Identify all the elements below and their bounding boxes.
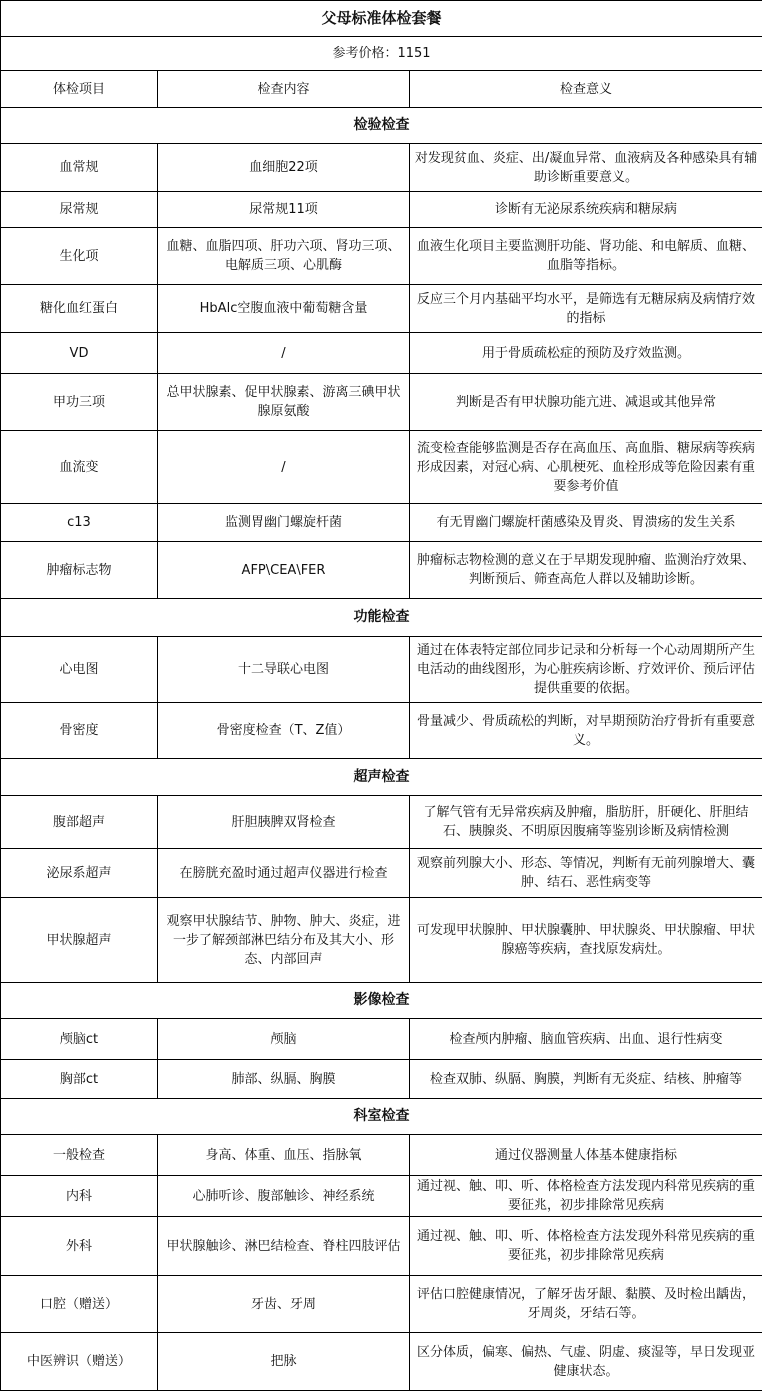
check-content: 观察甲状腺结节、肿物、肿大、炎症，进一步了解颈部淋巴结分布及其大小、形态、内部回声 [158, 898, 410, 983]
check-content: 牙齿、牙周 [158, 1276, 410, 1333]
table-row [1, 796, 762, 849]
check-significance: 可发现甲状腺肿、甲状腺囊肿、甲状腺炎、甲状腺瘤、甲状腺癌等疾病，查找原发病灶。 [410, 898, 762, 983]
check-significance: 骨量减少、骨质疏松的判断，对早期预防治疗骨折有重要意义。 [410, 703, 762, 759]
check-content: 心肺听诊、腹部触诊、神经系统 [158, 1176, 410, 1217]
section-row [1, 759, 762, 796]
check-significance: 通过在体表特定部位同步记录和分析每一个心动周期所产生电活动的曲线图形，为心脏疾病诊断、疗效评价、预后评估提供重要的依据。 [410, 637, 762, 703]
check-content: / [158, 431, 410, 504]
table-row [1, 898, 762, 983]
check-significance: 流变检查能够监测是否存在高血压、高血脂、糖尿病等疾病形成因素，对冠心病、心肌梗死、血栓形成等危险因素有重要参考价值 [410, 431, 762, 504]
check-content: 肺部、纵膈、胸膜 [158, 1060, 410, 1099]
column-header-item: 体检项目 [1, 71, 158, 108]
check-significance: 对发现贫血、炎症、出/凝血异常、血液病及各种感染具有辅助诊断重要意义。 [410, 144, 762, 192]
item-name: 糖化血红蛋白 [1, 285, 158, 333]
table-row [1, 1276, 762, 1333]
check-content: 血细胞22项 [158, 144, 410, 192]
table-row [1, 1135, 762, 1176]
table-row [1, 1019, 762, 1060]
item-name: 外科 [1, 1217, 158, 1276]
item-name: c13 [1, 504, 158, 542]
section-title: 检验检查 [1, 108, 762, 144]
item-name: 血常规 [1, 144, 158, 192]
item-name: 胸部ct [1, 1060, 158, 1099]
item-name: 骨密度 [1, 703, 158, 759]
check-content: HbAlc空腹血液中葡萄糖含量 [158, 285, 410, 333]
check-significance: 通过视、触、叩、听、体格检查方法发现外科常见疾病的重要征兆，初步排除常见疾病 [410, 1217, 762, 1276]
item-name: 甲状腺超声 [1, 898, 158, 983]
check-content: 甲状腺触诊、淋巴结检查、脊柱四肢评估 [158, 1217, 410, 1276]
section-row [1, 599, 762, 637]
check-significance: 通过仪器测量人体基本健康指标 [410, 1135, 762, 1176]
table-row [1, 542, 762, 599]
check-significance: 检查颅内肿瘤、脑血管疾病、出血、退行性病变 [410, 1019, 762, 1060]
table-row [1, 192, 762, 228]
check-content: 骨密度检查（T、Z值） [158, 703, 410, 759]
table-row [1, 1176, 762, 1217]
check-content: 血糖、血脂四项、肝功六项、肾功三项、电解质三项、心肌酶 [158, 228, 410, 285]
table-row [1, 333, 762, 374]
table-row [1, 285, 762, 333]
item-name: 甲功三项 [1, 374, 158, 431]
item-name: VD [1, 333, 158, 374]
check-significance: 诊断有无泌尿系统疾病和糖尿病 [410, 192, 762, 228]
section-row [1, 108, 762, 144]
item-name: 口腔（赠送） [1, 1276, 158, 1333]
item-name: 尿常规 [1, 192, 158, 228]
table-row [1, 637, 762, 703]
table-row [1, 1333, 762, 1391]
section-title: 超声检查 [1, 759, 762, 796]
check-content: 尿常规11项 [158, 192, 410, 228]
check-significance: 检查双肺、纵膈、胸膜，判断有无炎症、结核、肿瘤等 [410, 1060, 762, 1099]
section-title: 功能检查 [1, 599, 762, 637]
table-row [1, 374, 762, 431]
check-significance: 区分体质，偏寒、偏热、气虚、阴虚、痰湿等，早日发现亚健康状态。 [410, 1333, 762, 1391]
check-content: 监测胃幽门螺旋杆菌 [158, 504, 410, 542]
item-name: 心电图 [1, 637, 158, 703]
item-name: 颅脑ct [1, 1019, 158, 1060]
table-row [1, 703, 762, 759]
check-content: 在膀胱充盈时通过超声仪器进行检查 [158, 849, 410, 898]
item-name: 生化项 [1, 228, 158, 285]
table-row [1, 1060, 762, 1099]
check-significance: 血液生化项目主要监测肝功能、肾功能、和电解质、血糖、血脂等指标。 [410, 228, 762, 285]
check-significance: 了解气管有无异常疾病及肿瘤，脂肪肝，肝硬化、肝胆结石、胰腺炎、不明原因腹痛等鉴别诊断及病情检测 [410, 796, 762, 849]
column-header-significance: 检查意义 [410, 71, 762, 108]
check-content: 身高、体重、血压、指脉氧 [158, 1135, 410, 1176]
item-name: 泌尿系超声 [1, 849, 158, 898]
check-significance: 用于骨质疏松症的预防及疗效监测。 [410, 333, 762, 374]
item-name: 腹部超声 [1, 796, 158, 849]
table-row [1, 849, 762, 898]
price-row [1, 37, 762, 71]
item-name: 血流变 [1, 431, 158, 504]
check-significance: 通过视、触、叩、听、体格检查方法发现内科常见疾病的重要征兆，初步排除常见疾病 [410, 1176, 762, 1217]
package-title: 父母标准体检套餐 [1, 1, 762, 37]
item-name: 内科 [1, 1176, 158, 1217]
item-name: 肿瘤标志物 [1, 542, 158, 599]
table-row [1, 431, 762, 504]
table-row [1, 228, 762, 285]
check-content: AFP\CEA\FER [158, 542, 410, 599]
check-significance: 反应三个月内基础平均水平，是筛选有无糖尿病及病情疗效的指标 [410, 285, 762, 333]
check-significance: 观察前列腺大小、形态、等情况，判断有无前列腺增大、囊肿、结石、恶性病变等 [410, 849, 762, 898]
check-content: 颅脑 [158, 1019, 410, 1060]
column-header-content: 检查内容 [158, 71, 410, 108]
table-body [1, 1, 762, 1391]
check-significance: 评估口腔健康情况，了解牙齿牙龈、黏膜、及时检出龋齿，牙周炎，牙结石等。 [410, 1276, 762, 1333]
check-significance: 判断是否有甲状腺功能亢进、减退或其他异常 [410, 374, 762, 431]
check-content: 把脉 [158, 1333, 410, 1391]
check-content: 肝胆胰脾双肾检查 [158, 796, 410, 849]
table-row [1, 504, 762, 542]
check-content: 十二导联心电图 [158, 637, 410, 703]
section-title: 科室检查 [1, 1099, 762, 1135]
table-row [1, 1217, 762, 1276]
check-significance: 肿瘤标志物检测的意义在于早期发现肿瘤、监测治疗效果、判断预后、筛查高危人群以及辅助诊断。 [410, 542, 762, 599]
check-content: 总甲状腺素、促甲状腺素、游离三碘甲状腺原氨酸 [158, 374, 410, 431]
section-row [1, 1099, 762, 1135]
section-row [1, 983, 762, 1019]
header-row [1, 71, 762, 108]
table-row [1, 144, 762, 192]
item-name: 一般检查 [1, 1135, 158, 1176]
check-content: / [158, 333, 410, 374]
section-title: 影像检查 [1, 983, 762, 1019]
reference-price: 参考价格：1151 [1, 37, 762, 71]
item-name: 中医辨识（赠送） [1, 1333, 158, 1391]
title-row [1, 1, 762, 37]
check-significance: 有无胃幽门螺旋杆菌感染及胃炎、胃溃疡的发生关系 [410, 504, 762, 542]
